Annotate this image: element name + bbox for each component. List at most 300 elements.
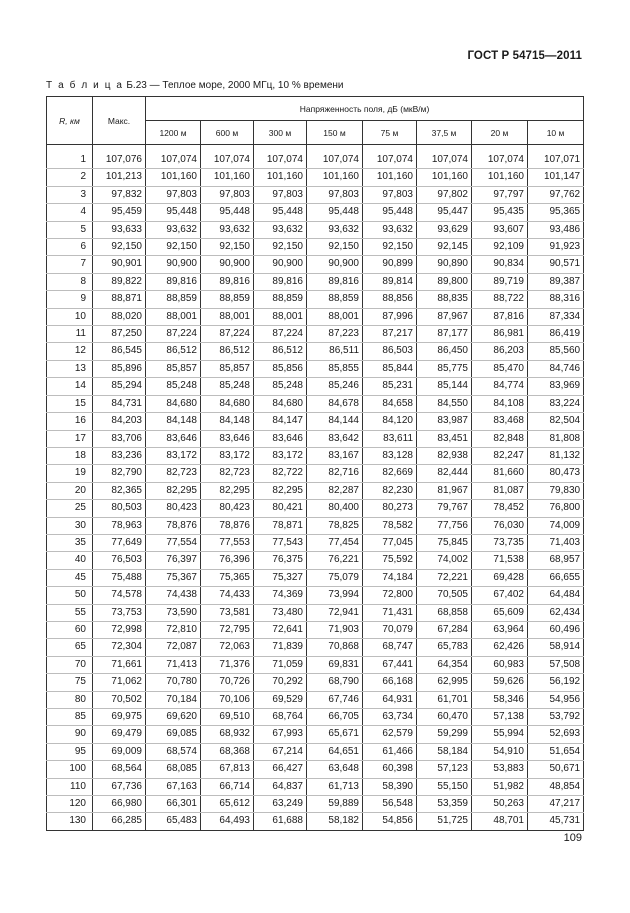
cell-distance: 11 [47,326,93,343]
cell-value: 75,592 [363,552,417,569]
cell-value: 73,581 [201,604,254,621]
cell-value: 90,900 [146,256,201,273]
cell-max: 84,203 [93,413,146,430]
cell-max: 68,564 [93,761,146,778]
header-height: 10 м [528,121,584,145]
caption-dash: — [149,80,160,91]
table-row [47,169,584,186]
table-row [47,465,584,482]
cell-max: 95,459 [93,204,146,221]
cell-value: 84,774 [472,378,528,395]
cell-value: 89,816 [201,273,254,290]
cell-value: 89,816 [254,273,307,290]
cell-value: 53,792 [528,709,584,726]
cell-value: 85,231 [363,378,417,395]
table-row [47,500,584,517]
table-row [47,761,584,778]
cell-value: 87,224 [201,326,254,343]
table-row [47,221,584,238]
cell-value: 69,510 [201,709,254,726]
cell-value: 81,087 [472,482,528,499]
cell-value: 66,427 [254,761,307,778]
cell-max: 87,250 [93,326,146,343]
cell-value: 93,632 [201,221,254,238]
cell-value: 95,447 [417,204,472,221]
cell-value: 82,504 [528,413,584,430]
cell-value: 58,184 [417,743,472,760]
cell-value: 88,001 [146,308,201,325]
cell-value: 85,775 [417,360,472,377]
cell-max: 70,502 [93,691,146,708]
cell-value: 88,859 [307,291,363,308]
cell-value: 53,883 [472,761,528,778]
cell-max: 88,020 [93,308,146,325]
table-row [47,726,584,743]
cell-max: 71,062 [93,674,146,691]
cell-value: 78,825 [307,517,363,534]
cell-value: 83,172 [201,447,254,464]
table-row [47,691,584,708]
cell-distance: 6 [47,239,93,256]
cell-distance: 95 [47,743,93,760]
cell-value: 83,611 [363,430,417,447]
cell-value: 57,123 [417,761,472,778]
cell-distance: 40 [47,552,93,569]
cell-value: 71,413 [146,656,201,673]
cell-value: 65,609 [472,604,528,621]
cell-distance: 80 [47,691,93,708]
cell-value: 107,074 [363,152,417,169]
field-strength-table [46,96,584,831]
cell-value: 93,486 [528,221,584,238]
cell-value: 76,397 [146,552,201,569]
cell-value: 60,470 [417,709,472,726]
cell-value: 101,160 [254,169,307,186]
cell-value: 82,295 [201,482,254,499]
cell-value: 45,731 [528,813,584,830]
cell-value: 58,182 [307,813,363,830]
cell-value: 92,150 [363,239,417,256]
cell-value: 84,680 [254,395,307,412]
cell-value: 86,512 [201,343,254,360]
header-max: Макс. [93,97,146,145]
table-row [47,273,584,290]
cell-value: 95,448 [146,204,201,221]
cell-value: 80,273 [363,500,417,517]
cell-max: 86,545 [93,343,146,360]
cell-distance: 9 [47,291,93,308]
cell-value: 90,900 [307,256,363,273]
caption-title: Теплое море, 2000 МГц, 10 % времени [162,80,344,91]
cell-value: 65,483 [146,813,201,830]
cell-value: 56,192 [528,674,584,691]
cell-value: 83,172 [254,447,307,464]
cell-max: 82,790 [93,465,146,482]
cell-value: 58,914 [528,639,584,656]
table-row [47,343,584,360]
cell-value: 86,511 [307,343,363,360]
cell-value: 84,147 [254,413,307,430]
cell-value: 72,063 [201,639,254,656]
cell-value: 71,403 [528,534,584,551]
table-row [47,360,584,377]
cell-value: 64,354 [417,656,472,673]
cell-value: 85,857 [201,360,254,377]
cell-value: 78,452 [472,500,528,517]
cell-value: 59,299 [417,726,472,743]
cell-value: 85,856 [254,360,307,377]
page-number: 109 [563,832,582,844]
cell-value: 85,248 [146,378,201,395]
cell-value: 87,996 [363,308,417,325]
cell-value: 67,284 [417,621,472,638]
cell-value: 75,367 [146,569,201,586]
cell-value: 101,160 [146,169,201,186]
cell-value: 88,856 [363,291,417,308]
cell-value: 80,421 [254,500,307,517]
cell-value: 63,964 [472,621,528,638]
cell-value: 60,496 [528,621,584,638]
cell-value: 90,890 [417,256,472,273]
cell-value: 82,848 [472,430,528,447]
cell-value: 71,839 [254,639,307,656]
cell-value: 62,426 [472,639,528,656]
cell-value: 88,001 [201,308,254,325]
cell-value: 76,396 [201,552,254,569]
header-height: 37,5 м [417,121,472,145]
cell-value: 73,480 [254,604,307,621]
cell-value: 84,680 [201,395,254,412]
cell-value: 97,797 [472,186,528,203]
cell-value: 78,876 [146,517,201,534]
cell-value: 58,390 [363,778,417,795]
cell-value: 83,969 [528,378,584,395]
cell-value: 92,150 [254,239,307,256]
cell-value: 101,160 [472,169,528,186]
cell-value: 107,074 [146,152,201,169]
cell-value: 83,468 [472,413,528,430]
cell-value: 93,629 [417,221,472,238]
cell-value: 78,876 [201,517,254,534]
cell-value: 80,473 [528,465,584,482]
cell-value: 73,590 [146,604,201,621]
cell-value: 90,900 [254,256,307,273]
cell-value: 65,783 [417,639,472,656]
cell-value: 71,059 [254,656,307,673]
cell-distance: 55 [47,604,93,621]
cell-value: 89,816 [146,273,201,290]
cell-value: 68,574 [146,743,201,760]
cell-max: 83,236 [93,447,146,464]
cell-value: 86,981 [472,326,528,343]
cell-value: 85,560 [528,343,584,360]
cell-value: 107,071 [528,152,584,169]
table-row [47,674,584,691]
cell-distance: 13 [47,360,93,377]
cell-value: 81,660 [472,465,528,482]
cell-value: 72,800 [363,587,417,604]
cell-value: 54,910 [472,743,528,760]
cell-value: 68,932 [201,726,254,743]
cell-value: 101,160 [201,169,254,186]
cell-value: 83,451 [417,430,472,447]
cell-value: 90,899 [363,256,417,273]
cell-value: 88,859 [201,291,254,308]
cell-distance: 35 [47,534,93,551]
cell-distance: 45 [47,569,93,586]
cell-distance: 50 [47,587,93,604]
cell-value: 55,994 [472,726,528,743]
cell-value: 83,646 [146,430,201,447]
cell-value: 72,941 [307,604,363,621]
cell-value: 77,554 [146,534,201,551]
cell-value: 82,669 [363,465,417,482]
cell-value: 97,803 [201,186,254,203]
cell-value: 75,079 [307,569,363,586]
cell-value: 93,632 [146,221,201,238]
cell-value: 89,800 [417,273,472,290]
cell-value: 61,688 [254,813,307,830]
cell-value: 80,423 [146,500,201,517]
table-row [47,256,584,273]
cell-value: 78,871 [254,517,307,534]
cell-value: 60,398 [363,761,417,778]
cell-value: 95,448 [254,204,307,221]
cell-value: 83,224 [528,395,584,412]
cell-value: 76,030 [472,517,528,534]
cell-value: 107,074 [417,152,472,169]
cell-value: 70,292 [254,674,307,691]
table-row [47,552,584,569]
cell-value: 75,365 [201,569,254,586]
cell-value: 92,109 [472,239,528,256]
cell-value: 65,671 [307,726,363,743]
cell-value: 83,646 [254,430,307,447]
cell-distance: 12 [47,343,93,360]
cell-value: 78,582 [363,517,417,534]
cell-distance: 100 [47,761,93,778]
cell-value: 86,512 [254,343,307,360]
cell-value: 71,376 [201,656,254,673]
table-row [47,239,584,256]
cell-value: 87,224 [254,326,307,343]
cell-max: 84,731 [93,395,146,412]
cell-max: 69,975 [93,709,146,726]
cell-value: 90,571 [528,256,584,273]
cell-distance: 120 [47,796,93,813]
cell-value: 77,454 [307,534,363,551]
cell-max: 72,304 [93,639,146,656]
cell-value: 86,512 [146,343,201,360]
cell-value: 70,079 [363,621,417,638]
cell-value: 85,248 [254,378,307,395]
cell-value: 50,671 [528,761,584,778]
cell-value: 64,484 [528,587,584,604]
cell-value: 69,428 [472,569,528,586]
table-row [47,395,584,412]
header-height: 150 м [307,121,363,145]
cell-value: 62,434 [528,604,584,621]
cell-value: 63,734 [363,709,417,726]
header-field-strength-group: Напряженность поля, дБ (мкВ/м) [146,97,584,121]
cell-value: 85,844 [363,360,417,377]
table-row [47,604,584,621]
cell-distance: 2 [47,169,93,186]
cell-value: 77,045 [363,534,417,551]
cell-max: 93,633 [93,221,146,238]
cell-value: 59,626 [472,674,528,691]
cell-value: 68,085 [146,761,201,778]
cell-value: 71,538 [472,552,528,569]
cell-value: 87,816 [472,308,528,325]
cell-value: 69,529 [254,691,307,708]
cell-value: 59,889 [307,796,363,813]
table-row [47,152,584,169]
caption-number: Б.23 [126,80,147,91]
cell-value: 101,147 [528,169,584,186]
cell-value: 97,803 [363,186,417,203]
cell-max: 67,736 [93,778,146,795]
cell-max: 77,649 [93,534,146,551]
cell-value: 47,217 [528,796,584,813]
cell-value: 51,982 [472,778,528,795]
cell-value: 54,956 [528,691,584,708]
cell-value: 89,387 [528,273,584,290]
cell-value: 88,001 [254,308,307,325]
cell-value: 74,438 [146,587,201,604]
cell-value: 50,263 [472,796,528,813]
cell-max: 66,980 [93,796,146,813]
cell-value: 82,247 [472,447,528,464]
cell-value: 56,548 [363,796,417,813]
cell-value: 63,648 [307,761,363,778]
header-height: 300 м [254,121,307,145]
cell-value: 89,814 [363,273,417,290]
cell-value: 54,856 [363,813,417,830]
header-distance: R, км [47,97,93,145]
cell-value: 93,632 [307,221,363,238]
table-row [47,186,584,203]
cell-value: 72,810 [146,621,201,638]
cell-value: 67,441 [363,656,417,673]
cell-max: 74,578 [93,587,146,604]
cell-value: 82,444 [417,465,472,482]
cell-value: 82,716 [307,465,363,482]
cell-distance: 85 [47,709,93,726]
cell-distance: 130 [47,813,93,830]
cell-value: 87,224 [146,326,201,343]
cell-max: 89,822 [93,273,146,290]
cell-value: 79,830 [528,482,584,499]
cell-value: 84,120 [363,413,417,430]
cell-value: 73,735 [472,534,528,551]
cell-value: 87,334 [528,308,584,325]
cell-value: 67,402 [472,587,528,604]
cell-value: 74,009 [528,517,584,534]
cell-value: 69,831 [307,656,363,673]
cell-value: 92,150 [201,239,254,256]
cell-distance: 10 [47,308,93,325]
cell-value: 97,803 [254,186,307,203]
cell-value: 70,726 [201,674,254,691]
cell-value: 85,470 [472,360,528,377]
cell-value: 84,108 [472,395,528,412]
cell-value: 60,983 [472,656,528,673]
cell-value: 77,756 [417,517,472,534]
table-row [47,517,584,534]
cell-value: 64,931 [363,691,417,708]
cell-value: 68,764 [254,709,307,726]
cell-value: 76,221 [307,552,363,569]
cell-value: 74,369 [254,587,307,604]
table-row [47,813,584,830]
cell-value: 93,632 [363,221,417,238]
cell-value: 107,074 [201,152,254,169]
cell-value: 85,855 [307,360,363,377]
cell-value: 67,993 [254,726,307,743]
cell-value: 84,746 [528,360,584,377]
cell-value: 97,803 [307,186,363,203]
cell-value: 70,868 [307,639,363,656]
cell-value: 61,713 [307,778,363,795]
cell-value: 88,859 [146,291,201,308]
cell-value: 93,607 [472,221,528,238]
cell-max: 85,896 [93,360,146,377]
table-row [47,204,584,221]
cell-value: 82,230 [363,482,417,499]
table-row [47,430,584,447]
header-height: 75 м [363,121,417,145]
cell-value: 52,693 [528,726,584,743]
cell-value: 68,368 [201,743,254,760]
cell-value: 81,808 [528,430,584,447]
cell-value: 83,646 [201,430,254,447]
cell-distance: 60 [47,621,93,638]
cell-value: 107,074 [307,152,363,169]
cell-value: 80,400 [307,500,363,517]
cell-value: 75,327 [254,569,307,586]
cell-max: 71,661 [93,656,146,673]
table-row [47,796,584,813]
cell-value: 84,658 [363,395,417,412]
cell-value: 63,249 [254,796,307,813]
header-gap-row [47,145,584,153]
cell-distance: 90 [47,726,93,743]
cell-value: 83,167 [307,447,363,464]
cell-value: 88,859 [254,291,307,308]
cell-value: 75,845 [417,534,472,551]
cell-value: 61,701 [417,691,472,708]
cell-value: 71,431 [363,604,417,621]
cell-value: 74,433 [201,587,254,604]
cell-value: 93,632 [254,221,307,238]
cell-value: 83,172 [146,447,201,464]
cell-value: 95,365 [528,204,584,221]
cell-distance: 4 [47,204,93,221]
cell-value: 71,903 [307,621,363,638]
table-row [47,709,584,726]
table-row [47,482,584,499]
cell-value: 82,723 [146,465,201,482]
cell-value: 82,287 [307,482,363,499]
cell-value: 85,246 [307,378,363,395]
cell-value: 87,967 [417,308,472,325]
cell-value: 72,221 [417,569,472,586]
cell-value: 48,701 [472,813,528,830]
cell-value: 67,163 [146,778,201,795]
cell-value: 64,493 [201,813,254,830]
cell-value: 66,301 [146,796,201,813]
